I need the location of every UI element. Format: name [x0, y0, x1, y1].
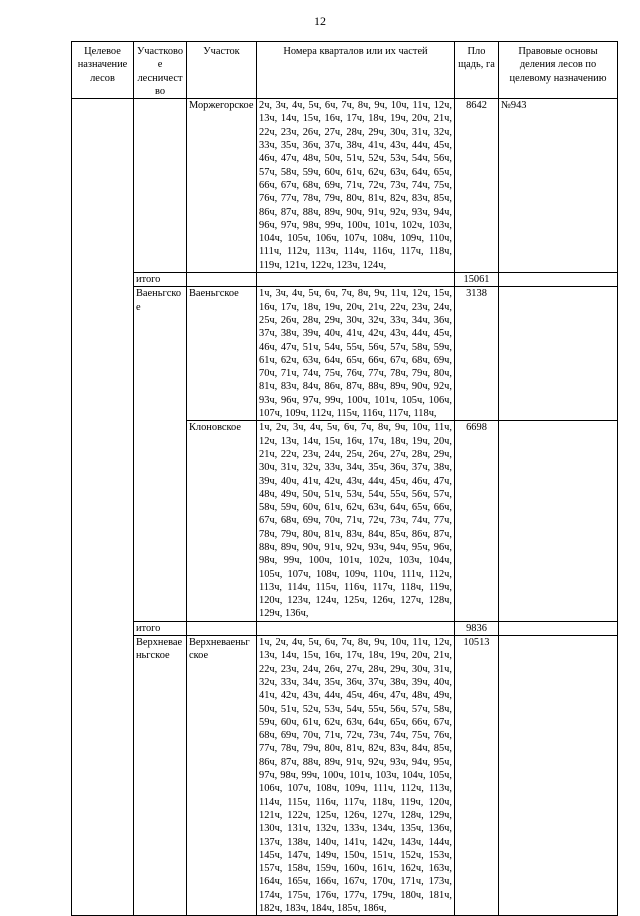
- district-cell: Верхневаеньгское: [134, 636, 187, 916]
- total-empty: [187, 621, 257, 635]
- quarters-cell: 1ч, 3ч, 4ч, 5ч, 6ч, 7ч, 8ч, 9ч, 11ч, 12ч, 15ч, 16ч, 17ч, 18ч, 19ч, 20ч, 21ч, 22ч, 23ч, 24ч, 25ч, 26ч, 28ч, 29ч, 30ч, 32ч, 33ч, 34ч, 36ч, 37ч, 38ч, 39ч, 40ч, 41ч, 42ч, 43ч, 44ч, 45ч, 46ч, 47ч, 51ч, 54ч, 55ч, 56ч, 57ч, 58ч, 59ч, 61ч, 62ч, 63ч, 64ч, 65ч, 66ч, 67ч, 68ч, 69ч, 70ч, 71ч, 74ч, 75ч, 76ч, 77ч, 78ч, 79ч, 80ч, 81ч, 83ч, 84ч, 86ч, 87ч, 88ч, 89ч, 90ч, 92ч, 93ч, 96ч, 97ч, 99ч, 100ч, 101ч, 105ч, 106ч, 107ч, 109ч, 112ч, 115ч, 116ч, 117ч, 118ч,: [257, 287, 455, 421]
- area-cell: 8642: [455, 99, 499, 273]
- table-row: [72, 99, 618, 273]
- header-purpose: Целевое назначение лесов: [72, 42, 134, 99]
- plot-name-cell: Верхневаеньгское: [187, 636, 257, 916]
- header-legal-basis: Правовые основы деления лесов по целевому назначению: [499, 42, 618, 99]
- header-quarters: Номера кварталов или их частей: [257, 42, 455, 99]
- area-cell: 3138: [455, 287, 499, 421]
- table-row: [72, 636, 618, 916]
- district-cell: [134, 99, 187, 273]
- total-value: 9836: [455, 621, 499, 635]
- quarters-cell: 2ч, 3ч, 4ч, 5ч, 6ч, 7ч, 8ч, 9ч, 10ч, 11ч, 12ч, 13ч, 14ч, 15ч, 16ч, 17ч, 18ч, 19ч, 20ч, 21ч, 22ч, 23ч, 26ч, 27ч, 28ч, 29ч, 30ч, 31ч, 32ч, 33ч, 35ч, 36ч, 37ч, 38ч, 41ч, 43ч, 44ч, 45ч, 46ч, 47ч, 48ч, 50ч, 51ч, 52ч, 53ч, 54ч, 56ч, 57ч, 58ч, 59ч, 60ч, 61ч, 62ч, 63ч, 64ч, 65ч, 66ч, 67ч, 68ч, 69ч, 71ч, 72ч, 73ч, 74ч, 75ч, 76ч, 77ч, 78ч, 79ч, 80ч, 81ч, 82ч, 83ч, 85ч, 86ч, 87ч, 88ч, 89ч, 90ч, 91ч, 92ч, 93ч, 94ч, 96ч, 97ч, 98ч, 99ч, 100ч, 101ч, 102ч, 103ч, 104ч, 105ч, 106ч, 107ч, 108ч, 109ч, 110ч, 111ч, 112ч, 113ч, 114ч, 116ч, 117ч, 118ч, 119ч, 121ч, 122ч, 123ч, 124ч,: [257, 99, 455, 273]
- plot-name-cell: Моржегорское: [187, 99, 257, 273]
- total-empty: [499, 273, 618, 287]
- area-cell: 6698: [455, 421, 499, 621]
- total-empty: [187, 273, 257, 287]
- forest-division-table: [71, 41, 618, 916]
- table-row: [72, 287, 618, 421]
- total-label: итого: [134, 621, 187, 635]
- table-header-row: [72, 42, 618, 99]
- total-value: 15061: [455, 273, 499, 287]
- page-number: 12: [314, 14, 326, 28]
- plot-name-cell: Ваеньгское: [187, 287, 257, 421]
- total-row: [72, 273, 618, 287]
- total-row: [72, 621, 618, 635]
- legal-basis-cell: [499, 421, 618, 621]
- total-label: итого: [134, 273, 187, 287]
- purpose-cell: [72, 99, 134, 916]
- header-area: Пло щадь, га: [455, 42, 499, 99]
- district-cell: Ваеньгское: [134, 287, 187, 621]
- area-cell: 10513: [455, 636, 499, 916]
- total-empty: [257, 273, 455, 287]
- header-plot: Участок: [187, 42, 257, 99]
- plot-name-cell: Клоновское: [187, 421, 257, 621]
- legal-basis-cell: [499, 636, 618, 916]
- total-empty: [257, 621, 455, 635]
- legal-basis-cell: [499, 287, 618, 421]
- header-forestry-district: Участково е лесничест во: [134, 42, 187, 99]
- quarters-cell: 1ч, 2ч, 3ч, 4ч, 5ч, 6ч, 7ч, 8ч, 9ч, 10ч, 11ч, 12ч, 13ч, 14ч, 15ч, 16ч, 17ч, 18ч, 19ч, 20ч, 21ч, 22ч, 23ч, 24ч, 25ч, 26ч, 27ч, 28ч, 29ч, 30ч, 31ч, 32ч, 33ч, 34ч, 35ч, 36ч, 37ч, 38ч, 39ч, 40ч, 41ч, 42ч, 43ч, 44ч, 45ч, 46ч, 47ч, 48ч, 49ч, 50ч, 51ч, 53ч, 54ч, 55ч, 56ч, 57ч, 58ч, 59ч, 60ч, 61ч, 62ч, 63ч, 64ч, 65ч, 66ч, 67ч, 68ч, 69ч, 70ч, 71ч, 72ч, 73ч, 74ч, 77ч, 78ч, 79ч, 80ч, 81ч, 83ч, 84ч, 85ч, 86ч, 87ч, 88ч, 89ч, 90ч, 91ч, 92ч, 93ч, 94ч, 95ч, 96ч, 98ч, 99ч, 100ч, 101ч, 102ч, 103ч, 104ч, 105ч, 107ч, 108ч, 109ч, 110ч, 111ч, 112ч, 113ч, 114ч, 115ч, 116ч, 117ч, 118ч, 119ч, 120ч, 123ч, 124ч, 125ч, 126ч, 127ч, 128ч, 129ч, 136ч,: [257, 421, 455, 621]
- total-empty: [499, 621, 618, 635]
- legal-basis-cell: №943: [499, 99, 618, 273]
- quarters-cell: 1ч, 2ч, 4ч, 5ч, 6ч, 7ч, 8ч, 9ч, 10ч, 11ч, 12ч, 13ч, 14ч, 15ч, 16ч, 17ч, 18ч, 19ч, 20ч, 21ч, 22ч, 23ч, 24ч, 26ч, 27ч, 28ч, 29ч, 30ч, 31ч, 32ч, 33ч, 34ч, 35ч, 36ч, 37ч, 38ч, 39ч, 40ч, 41ч, 42ч, 43ч, 44ч, 45ч, 46ч, 47ч, 48ч, 49ч, 50ч, 51ч, 52ч, 53ч, 54ч, 55ч, 56ч, 57ч, 58ч, 59ч, 60ч, 61ч, 62ч, 63ч, 64ч, 65ч, 66ч, 67ч, 68ч, 69ч, 70ч, 71ч, 72ч, 73ч, 74ч, 75ч, 76ч, 77ч, 78ч, 79ч, 80ч, 81ч, 82ч, 83ч, 84ч, 85ч, 86ч, 87ч, 88ч, 89ч, 91ч, 92ч, 93ч, 94ч, 95ч, 97ч, 98ч, 99ч, 100ч, 101ч, 103ч, 104ч, 105ч, 106ч, 107ч, 108ч, 109ч, 111ч, 112ч, 113ч, 114ч, 115ч, 116ч, 117ч, 118ч, 119ч, 120ч, 121ч, 122ч, 125ч, 126ч, 127ч, 128ч, 129ч, 130ч, 131ч, 132ч, 133ч, 134ч, 135ч, 136ч, 137ч, 138ч, 140ч, 141ч, 142ч, 143ч, 144ч, 145ч, 147ч, 149ч, 150ч, 151ч, 152ч, 153ч, 157ч, 158ч, 159ч, 160ч, 161ч, 162ч, 163ч, 164ч, 165ч, 166ч, 167ч, 170ч, 171ч, 173ч, 174ч, 175ч, 176ч, 177ч, 179ч, 180ч, 181ч, 182ч, 183ч, 184ч, 185ч, 186ч,: [257, 636, 455, 916]
